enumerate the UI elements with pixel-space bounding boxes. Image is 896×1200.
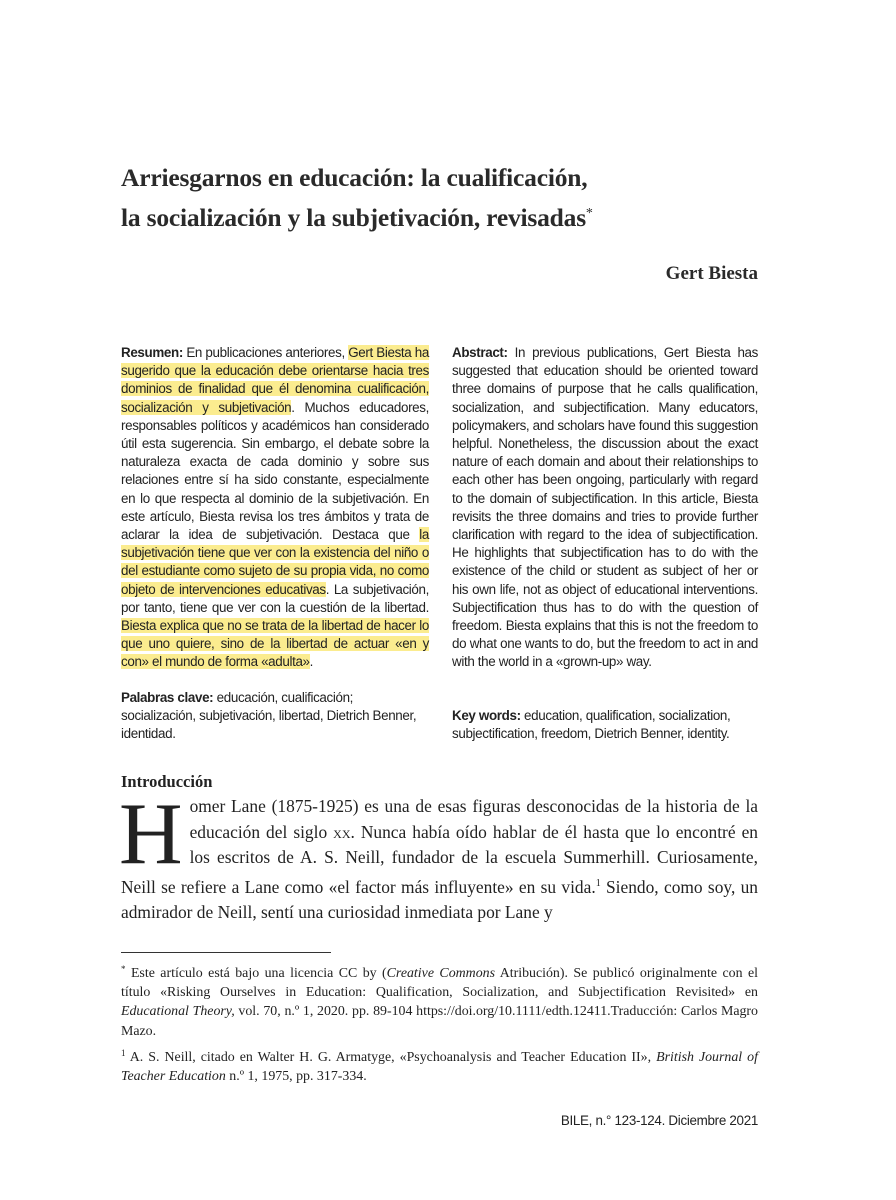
section-heading-introduccion: Introducción (121, 772, 213, 791)
key-words-text: education, qualification, socialization, subjectification, freedom, Dietrich Benner, identity. (452, 707, 731, 741)
palabras-clave (121, 689, 429, 744)
author-name: Gert Biesta (665, 263, 758, 284)
highlight-1: Gert Biesta ha sugerido que la educación debe orientarse hacia tres dominios de finalidad que él denomina cualificación, socialización y subjetivación (121, 345, 429, 415)
palabras-clave-text: educación, cualificación; socialización, subjetivación, libertad, Dietrich Benner, identidad. (121, 689, 417, 742)
palabras-clave-label: Palabras clave: (121, 689, 214, 705)
footnote-mark: * (121, 964, 126, 974)
abstract-column (452, 344, 758, 743)
footnote-1 (121, 960, 758, 1041)
resumen-paragraph (121, 344, 429, 672)
footnote-text: n.º 1, 1975, pp. 317-334. (225, 1069, 367, 1085)
footnote-reference[interactable]: 1 (595, 877, 601, 889)
page-footer: BILE, n.° 123-124. Diciembre 2021 (560, 1113, 758, 1128)
resumen-text: . La subjetivación, por tanto, tiene que ver con la cuestión de la libertad. (121, 581, 429, 615)
footnote-mark: 1 (121, 1047, 126, 1058)
intro-text: . Nunca había oído hablar de él hasta que lo encontré en los escritos de A. S. Neill, fundador de la escuela Summerhill. Curiosamente, Neill se refiere a Lane como «el factor más influyente» en su vida. (121, 821, 758, 897)
resumen-label: Resumen: (121, 345, 183, 360)
footnote-text: A. S. Neill, citado en Walter H. G. Armatyge, «Psychoanalysis and Teacher Education II», (125, 1049, 657, 1065)
footnote-divider (121, 952, 331, 953)
title-line-1: Arriesgarnos en educación: la cualificación, (121, 163, 588, 192)
journal-title: British Journal of Teacher Education (121, 1049, 758, 1085)
footnote-text: Atribución). Se publicó originalmente con el título «Risking Ourselves in Education: Qualification, Socialization, and Subjectification Revisited» en (121, 966, 758, 1001)
resumen-text: . (309, 654, 314, 670)
footnote-italic: Creative Commons (386, 966, 496, 981)
footnote-2 (121, 1044, 758, 1086)
title-line-2: la socialización y la subjetivación, revisadas (121, 203, 586, 232)
title-footnote-mark: * (585, 206, 593, 221)
abstract-text: In previous publications, Gert Biesta has suggested that education should be oriented toward three domains of purpose that he calls qualification, socialization, and subjectification. Many educators, policymakers, and scholars have found this suggestion helpful. Nonetheless, the discussion about the exact nature of each domain and about their relationships to each other has been ongoing, particularly with regard to the domain of subjectification. In this article, Biesta revisits the three domains and tries to provide further clarification with regard to the idea of subjectification. He highlights that subjectification has to do with the existence of the child or student as subject of her or his own life, not as object of educational interventions. Subjectification thus has to do with the question of freedom. Biesta explains that this is not the freedom to do what one wants to do, but the freedom to act in and with the world in a «grown-up» way. (452, 345, 758, 670)
intro-paragraph (119, 786, 759, 926)
journal-title: Educational Theory, (121, 1004, 235, 1020)
highlight-3: Biesta explica que no se trata de la libertad de hacer lo que uno quiere, sino de la libertad de actuar «en y con» el mundo de forma «adulta» (121, 618, 429, 670)
footnotes (121, 960, 758, 1089)
abstract-label: Abstract: (452, 345, 508, 360)
key-words-label: Key words: (452, 707, 521, 723)
key-words (452, 707, 758, 743)
resumen-column (121, 344, 429, 743)
resumen-text: . Muchos educadores, responsables políticos y académicos han considerado útil esta sugerencia. Sin embargo, el debate sobre la naturaleza exacta de cada dominio y sobre sus relaciones entre sí ha sido constante, especialmente en lo que respecta al dominio de la subjetivación. En este artículo, Biesta revisa los tres ámbitos y trata de aclarar la idea de subjetivación. Destaca que (121, 399, 429, 543)
abstract-paragraph (452, 344, 758, 672)
footnote-text: Este artículo está bajo una licencia CC by ( (125, 966, 387, 981)
intro-text: Siendo, como soy, un admirador de Neill, sentí una curiosidad inmediata por Lane y (121, 876, 759, 923)
intro-text: omer Lane (1875-1925) es una de esas figuras desconocidas de la historia de la educación del siglo (189, 796, 758, 842)
century-numeral: xx (333, 821, 351, 842)
footnote-text: vol. 70, n.º 1, 2020. pp. 89-104 https://doi.org/10.1111/edth.12411.Traducción: Carlos Magro Mazo. (121, 1004, 758, 1039)
highlight-2: la subjetivación tiene que ver con la existencia del niño o del estudiante como sujeto de su propia vida, no como objeto de intervenciones educativas (121, 527, 429, 597)
article-title (121, 160, 761, 236)
drop-cap: H (119, 786, 183, 883)
resumen-text: En publicaciones anteriores, (182, 345, 349, 360)
